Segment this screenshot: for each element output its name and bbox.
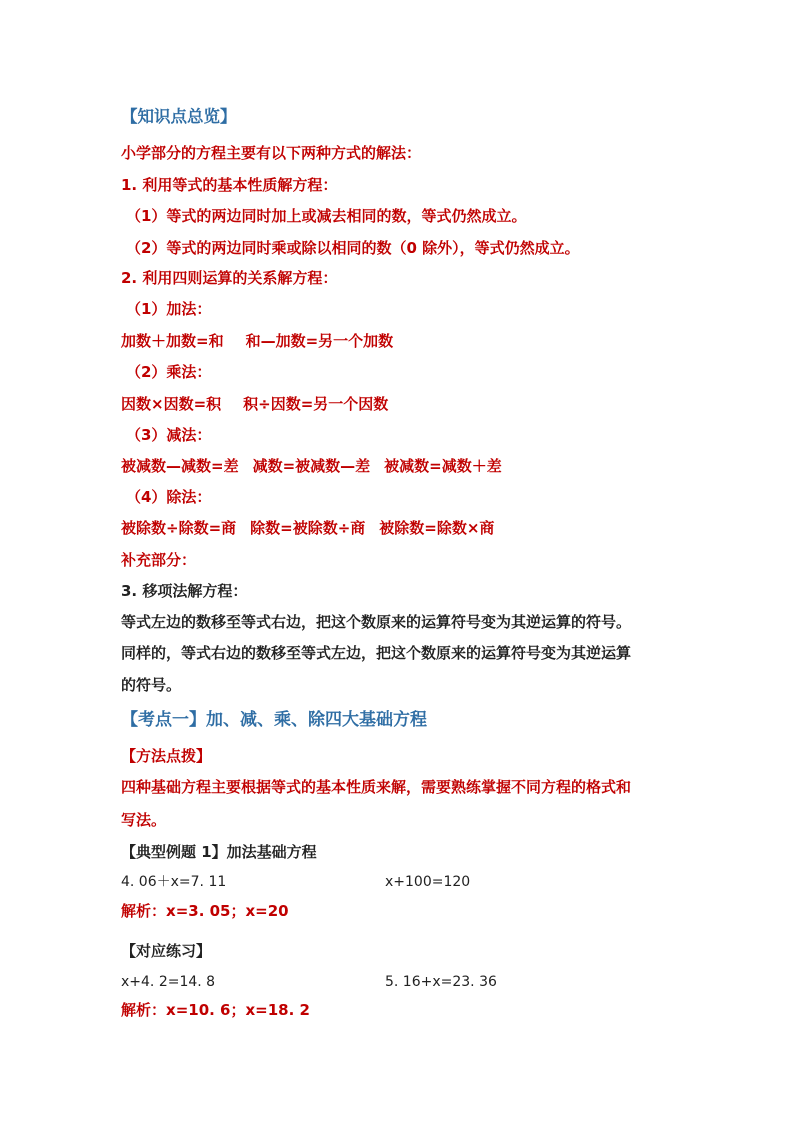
division-formula-1: 被除数÷除数=商	[121, 519, 237, 537]
subtraction-label: （3）减法：	[126, 426, 212, 444]
subtraction-formula-2: 减数=被减数—差	[252, 457, 371, 475]
example-heading: 【典型例题 1】加法基础方程	[121, 843, 317, 861]
section-1-point-2: （2）等式的两边同时乘或除以相同的数（0 除外），等式仍然成立。	[126, 239, 580, 257]
example-answer-label: 解析：	[121, 902, 167, 920]
method-para-a: 四种基础方程主要根据等式的基本性质来解，需要熟练掌握不同方程的格式和	[121, 778, 632, 796]
multiplication-formula-2: 积÷因数=另一个因数	[243, 395, 389, 413]
section-3-para-1: 等式左边的数移至等式右边，把这个数原来的运算符号变为其逆运算的符号。	[121, 613, 632, 631]
example-answer-value: x=3. 05；x=20	[166, 902, 289, 920]
addition-formula-2: 和—加数=另一个加数	[245, 332, 394, 350]
division-label: （4）除法：	[126, 488, 212, 506]
multiplication-label: （2）乘法：	[126, 363, 212, 381]
practice-question-2: 5. 16+x=23. 36	[385, 974, 497, 990]
division-formula-2: 除数=被除数÷商	[250, 519, 366, 537]
subtraction-formula-1: 被减数—减数=差	[121, 457, 239, 475]
section-3-para-2b: 的符号。	[121, 676, 182, 694]
section-1-point-1: （1）等式的两边同时加上或减去相同的数，等式仍然成立。	[126, 207, 527, 225]
addition-label: （1）加法：	[126, 300, 212, 318]
method-para-b: 写法。	[121, 811, 167, 829]
supplement-label: 补充部分：	[121, 551, 197, 569]
multiplication-formulas	[121, 394, 388, 414]
subtraction-formulas	[121, 456, 502, 476]
example-answer	[121, 901, 289, 921]
division-formulas	[121, 518, 494, 538]
section-2-title: 2. 利用四则运算的关系解方程：	[121, 269, 338, 287]
example-question-1: 4. 06＋x=7. 11	[121, 874, 227, 890]
example-question-2: x+100=120	[385, 874, 471, 890]
subtraction-formula-3: 被减数=减数＋差	[384, 457, 502, 475]
method-heading: 【方法点拨】	[121, 747, 212, 765]
point-1-heading: 【考点一】加、减、乘、除四大基础方程	[121, 710, 427, 730]
overview-heading: 【知识点总览】	[121, 107, 237, 126]
addition-formulas	[121, 331, 393, 351]
section-1-title: 1. 利用等式的基本性质解方程：	[121, 176, 338, 194]
addition-formula-1: 加数＋加数=和	[121, 332, 224, 350]
multiplication-formula-1: 因数×因数=积	[121, 395, 222, 413]
practice-answer-label: 解析：	[121, 1001, 167, 1019]
section-3-title: 3. 移项法解方程：	[121, 582, 248, 600]
section-3-para-2a: 同样的，等式右边的数移至等式左边，把这个数原来的运算符号变为其逆运算	[121, 644, 632, 662]
division-formula-3: 被除数=除数×商	[379, 519, 495, 537]
practice-heading: 【对应练习】	[121, 942, 212, 960]
practice-answer-value: x=10. 6；x=18. 2	[166, 1001, 310, 1019]
overview-intro: 小学部分的方程主要有以下两种方式的解法：	[121, 144, 422, 162]
practice-question-1: x+4. 2=14. 8	[121, 974, 216, 990]
practice-answer	[121, 1000, 310, 1020]
